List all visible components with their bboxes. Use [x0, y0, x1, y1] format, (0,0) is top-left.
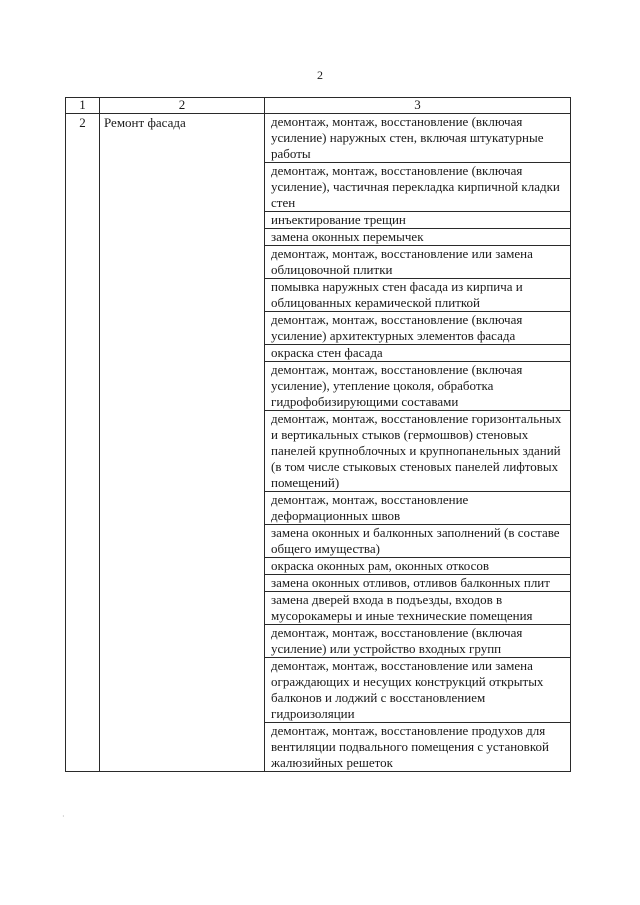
work-item: демонтаж, монтаж, восстановление или замена облицовочной плитки: [265, 246, 570, 279]
work-item: замена оконных перемычек: [265, 229, 570, 246]
work-item: окраска стен фасада: [265, 345, 570, 362]
work-item: демонтаж, монтаж, восстановление (включая усиление) архитектурных элементов фасада: [265, 312, 570, 345]
work-item: демонтаж, монтаж, восстановление (включая усиление) наружных стен, включая штукатурные работы: [265, 114, 570, 163]
header-col-1: 1: [66, 98, 100, 114]
work-item: демонтаж, монтаж, восстановление деформационных швов: [265, 492, 570, 525]
work-item: демонтаж, монтаж, восстановление (включая усиление), утепление цоколя, обработка гидрофобизирующими составами: [265, 362, 570, 411]
table-row: [66, 114, 571, 772]
work-item: замена оконных и балконных заполнений (в составе общего имущества): [265, 525, 570, 558]
row-number: 2: [66, 114, 100, 772]
work-item: демонтаж, монтаж, восстановление (включая усиление) или устройство входных групп: [265, 625, 570, 658]
header-col-2: 2: [100, 98, 265, 114]
footer-mark: ·: [62, 812, 65, 821]
work-item: демонтаж, монтаж, восстановление продухов для вентиляции подвального помещения с установкой жалюзийных решеток: [271, 723, 549, 770]
work-item: демонтаж, монтаж, восстановление (включая усиление), частичная перекладка кирпичной кладки стен: [265, 163, 570, 212]
works-list: [265, 114, 570, 771]
table-header-row: [66, 98, 571, 114]
page-number: 2: [317, 68, 323, 82]
works-table: [65, 97, 571, 772]
works-cell: [265, 114, 571, 772]
row-name: Ремонт фасада: [100, 114, 265, 772]
work-item: демонтаж, монтаж, восстановление горизонтальных и вертикальных стыков (гермошвов) стеновых панелей крупноблочных и крупнопанельных зданий (в том числе стыковых стеновых панелей лифтовых помещений): [265, 411, 570, 492]
work-item: помывка наружных стен фасада из кирпича и облицованных керамической плиткой: [265, 279, 570, 312]
work-item: окраска оконных рам, оконных откосов: [265, 558, 570, 575]
work-item: замена оконных отливов, отливов балконных плит: [265, 575, 570, 592]
header-col-3: 3: [265, 98, 571, 114]
work-item: замена дверей входа в подъезды, входов в мусорокамеры и иные технические помещения: [265, 592, 570, 625]
work-item: демонтаж, монтаж, восстановление или замена ограждающих и несущих конструкций открытых балконов и лоджий с восстановлением гидроизоляции: [265, 658, 570, 723]
work-item: инъектирование трещин: [265, 212, 570, 229]
